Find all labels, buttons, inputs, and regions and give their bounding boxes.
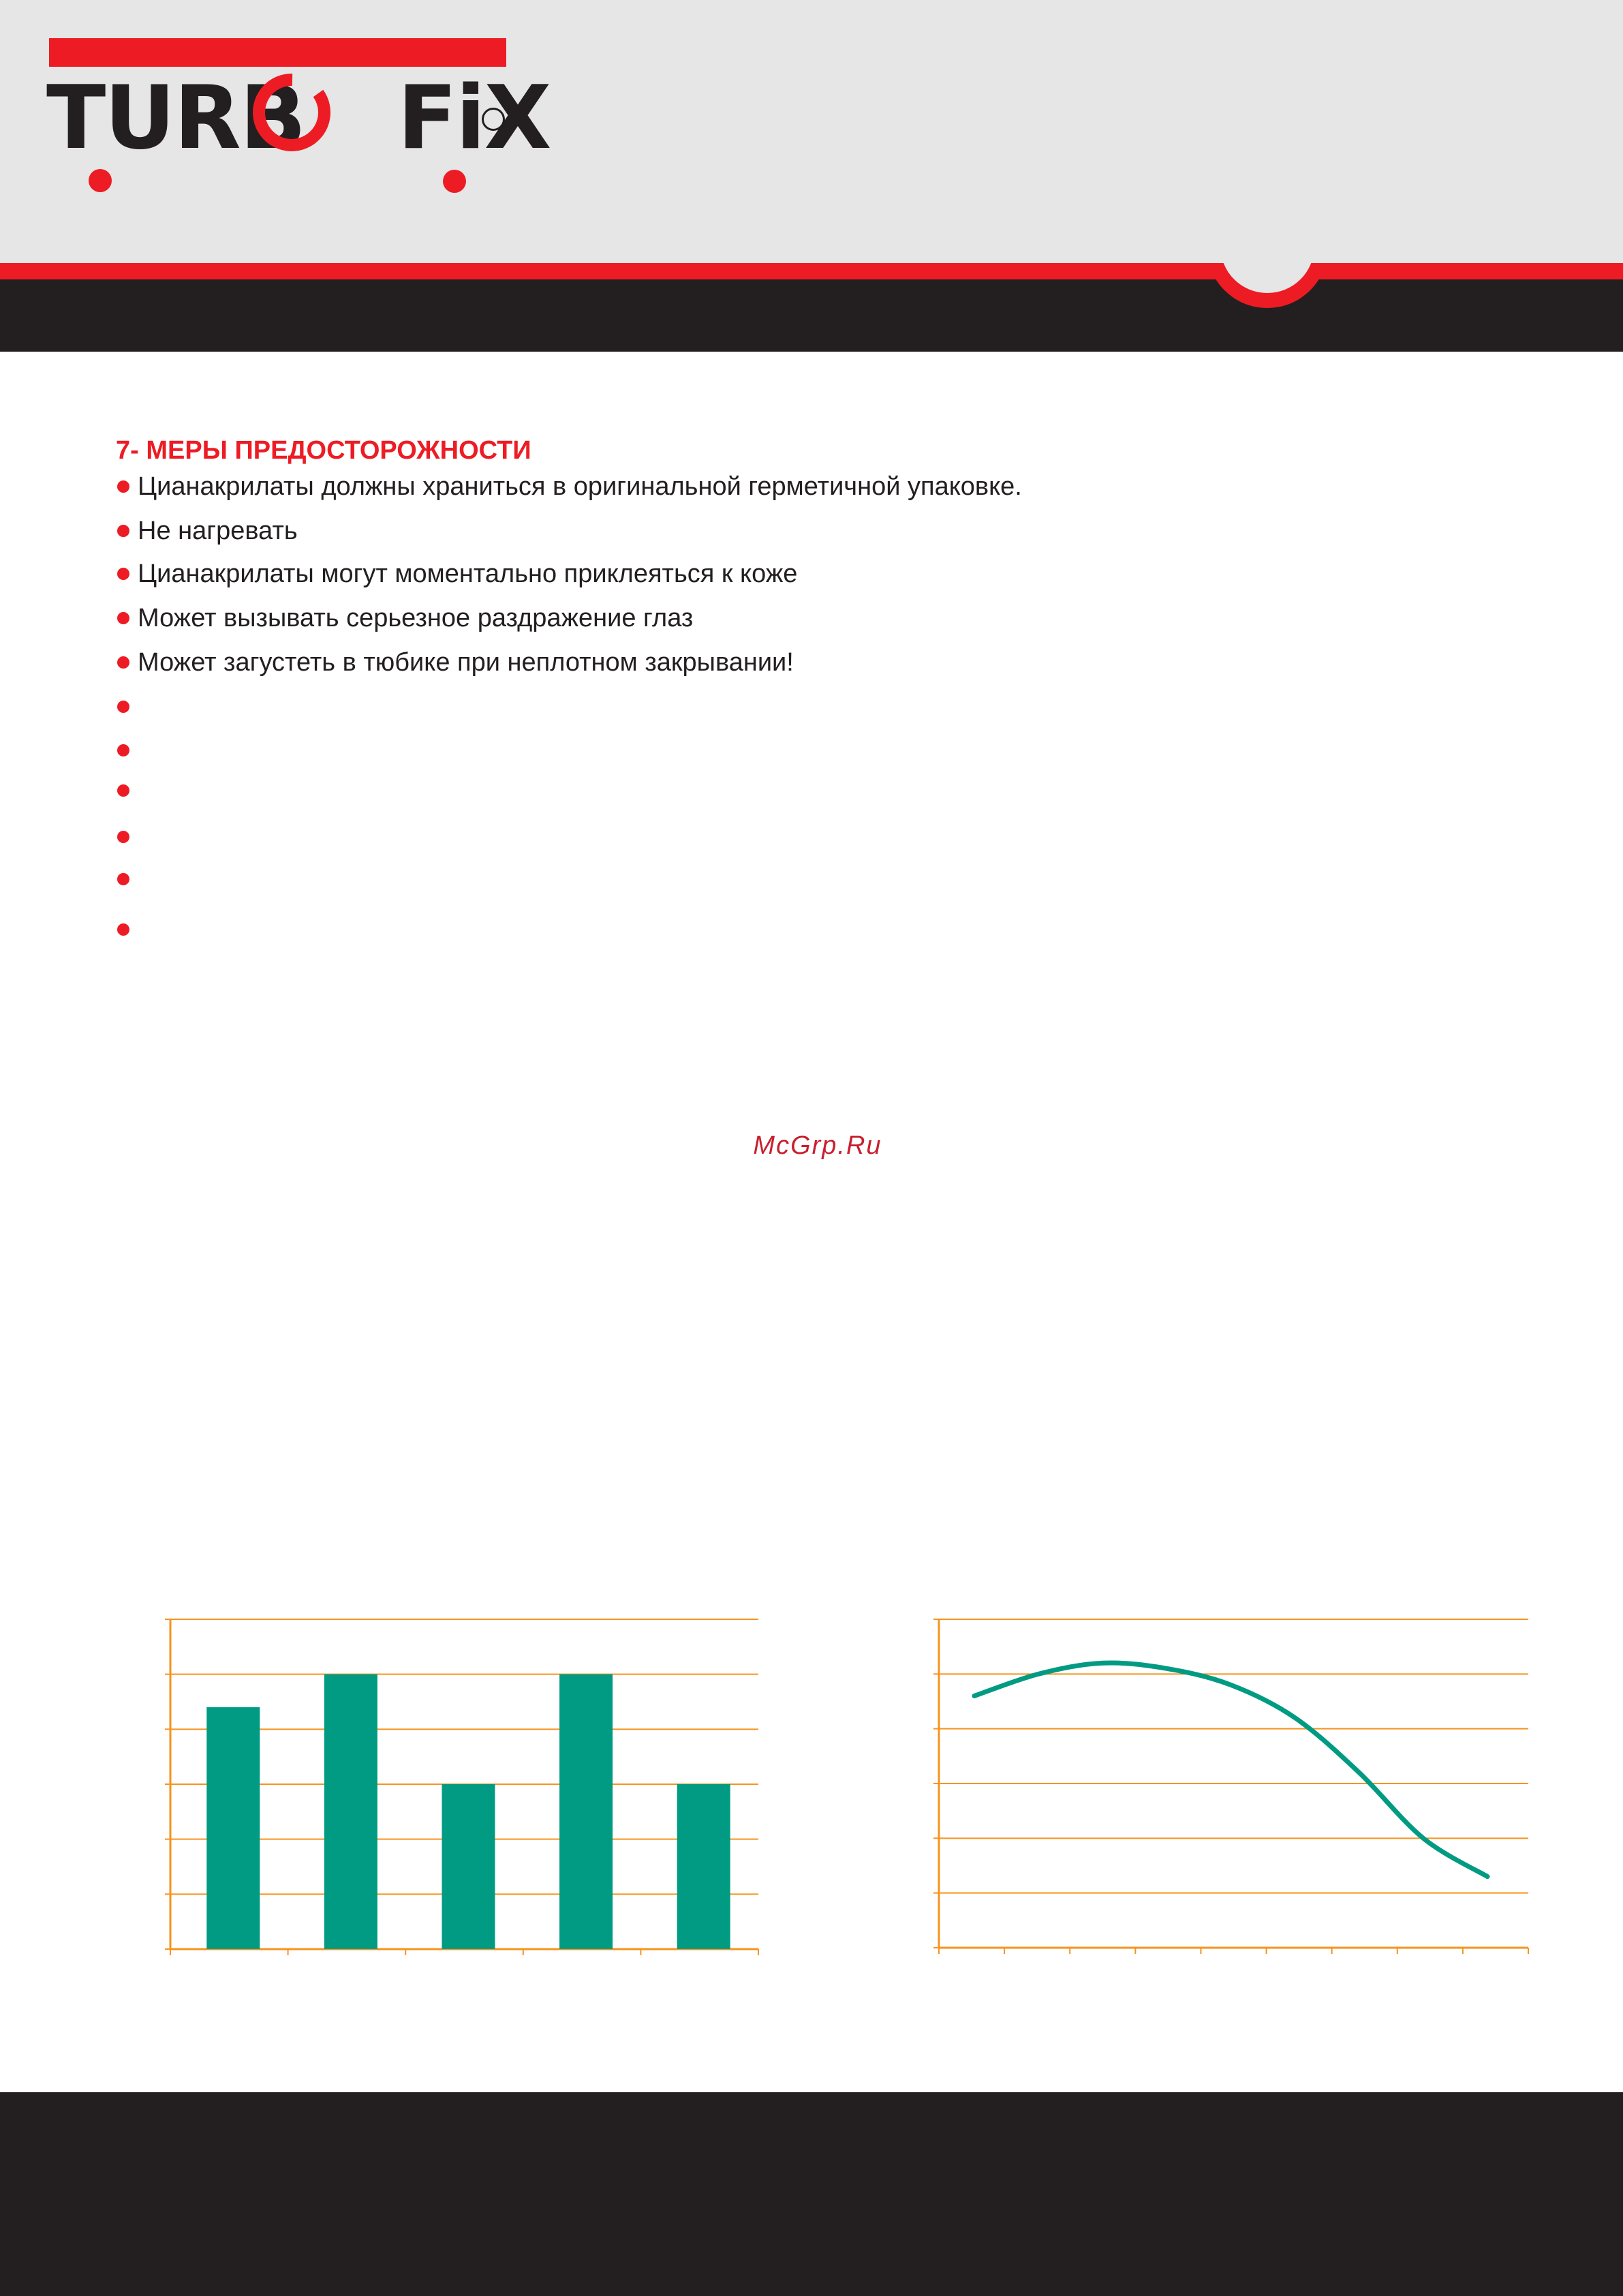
list-item <box>117 863 138 896</box>
watermark: McGrp.Ru <box>753 1131 882 1160</box>
list-item-text: Не нагревать <box>138 517 298 545</box>
list-item-text: Цианакрилаты могут моментально приклеяться к коже <box>138 560 798 588</box>
list-item <box>117 557 797 590</box>
list-item <box>117 821 138 853</box>
list-item <box>117 602 693 634</box>
bullet-icon <box>117 656 129 669</box>
header-black-band <box>0 279 1623 352</box>
bullet-icon <box>117 873 129 885</box>
logo-ring-icon <box>253 73 332 152</box>
list-item <box>117 774 138 807</box>
registered-mark-icon <box>482 108 505 131</box>
bullet-icon <box>117 525 129 537</box>
bullet-icon <box>117 744 129 756</box>
bullet-icon <box>117 923 129 936</box>
list-item <box>117 515 298 547</box>
footer-band <box>0 2092 1623 2296</box>
list-item <box>117 690 138 723</box>
bar-chart <box>164 1612 763 1960</box>
list-item-text: Может загустеть в тюбике при неплотном закрывании! <box>138 648 794 677</box>
bar <box>677 1784 730 1949</box>
bullet-icon <box>117 568 129 580</box>
bar <box>442 1784 495 1949</box>
data-point <box>1166 1668 1167 1669</box>
logo-wheel-left-icon <box>89 169 112 192</box>
list-item-text: Цианакрилаты должны храниться в оригинальной герметичной упаковке. <box>138 472 1022 501</box>
list-item-text: Может вызывать серьезное раздражение глаз <box>138 604 694 632</box>
data-point <box>1487 1876 1488 1877</box>
section-title: 7- МЕРЫ ПРЕДОСТОРОЖНОСТИ <box>116 436 531 465</box>
bar <box>206 1707 260 1949</box>
bar <box>324 1674 377 1949</box>
bullet-icon <box>117 612 129 624</box>
bullet-icon <box>117 831 129 843</box>
logo-text-left: TURB <box>46 67 305 169</box>
logo-wheel-right-icon <box>443 170 466 193</box>
bullet-icon <box>117 480 129 493</box>
line-chart <box>932 1612 1532 1960</box>
list-item <box>117 734 138 767</box>
series-line <box>974 1663 1487 1877</box>
bullet-icon <box>117 784 129 797</box>
list-item <box>117 913 138 946</box>
header-notch <box>1207 263 1328 308</box>
bar <box>559 1674 613 1949</box>
data-point <box>1102 1663 1103 1664</box>
logo-top-bar <box>49 38 506 67</box>
list-item <box>117 470 1022 503</box>
bullet-icon <box>117 701 129 713</box>
logo-text-right: FiX <box>397 67 551 169</box>
header-red-stripe <box>0 263 1623 279</box>
list-item <box>117 646 794 679</box>
